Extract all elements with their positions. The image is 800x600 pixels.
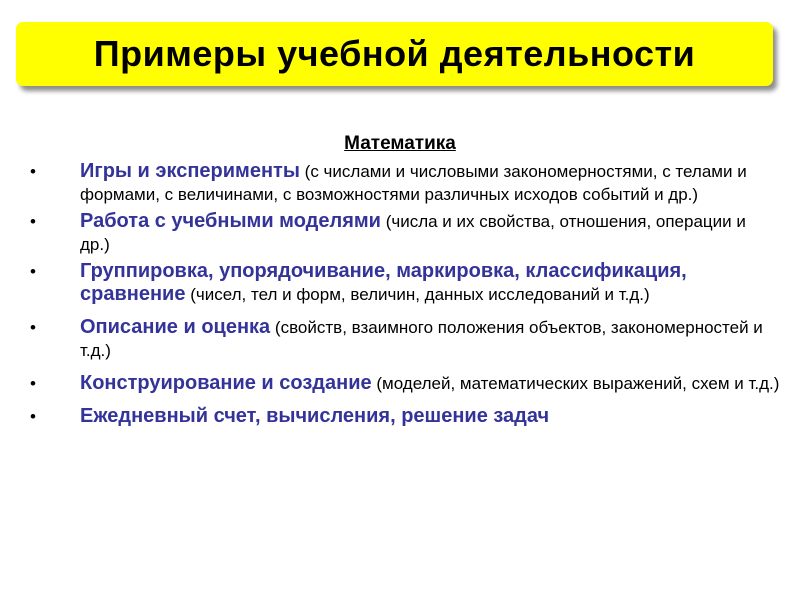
list-item (30, 405, 780, 428)
bullet-heading: Ежедневный счет, вычисления, решение задач (80, 405, 550, 427)
bullet-detail: (числа и их свойства, отношения, операции и др.) (80, 212, 746, 254)
list-item (30, 316, 780, 362)
list-item (30, 260, 780, 306)
bullet-heading: Конструирование и создание (80, 372, 372, 394)
bullet-detail: (моделей, математических выражений, схем и т.д.) (376, 374, 780, 393)
subject-heading (0, 133, 800, 155)
bullet-heading: Игры и эксперименты (80, 160, 300, 182)
bullet-dot-icon: • (30, 374, 36, 393)
bullet-dot-icon: • (30, 407, 36, 426)
list-item (30, 160, 780, 206)
subject-label: Математика (344, 133, 456, 154)
list-item (30, 372, 780, 395)
bullet-detail: (с числами и числовыми закономерностями, с телами и формами, с величинами, с возможностями различных исходов событий и др.) (80, 162, 747, 204)
bullet-heading: Группировка, упорядочивание, маркировка, классификация, сравнение (80, 260, 687, 305)
bullet-dot-icon: • (30, 212, 36, 231)
page-title: Примеры учебной деятельности (93, 33, 696, 74)
list-item (30, 210, 780, 256)
bullet-list (30, 160, 780, 432)
bullet-dot-icon: • (30, 318, 36, 337)
bullet-detail: (чисел, тел и форм, величин, данных исследований и т.д.) (190, 285, 650, 304)
bullet-detail: (свойств, взаимного положения объектов, закономерностей и т.д.) (80, 318, 763, 360)
bullet-dot-icon: • (30, 262, 36, 281)
bullet-dot-icon: • (30, 162, 36, 181)
bullet-heading: Описание и оценка (80, 316, 271, 338)
bullet-heading: Работа с учебными моделями (80, 210, 381, 232)
title-banner (16, 22, 773, 86)
